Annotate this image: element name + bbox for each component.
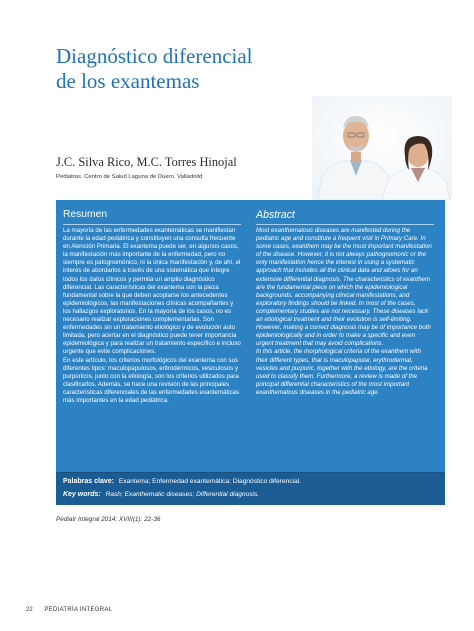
keywords-en-label: Key words: xyxy=(63,491,101,498)
resumen-column xyxy=(63,200,241,405)
abstract-paragraph-1: Most exanthematous diseases are manifested during the pediatric age and constitute a frequent visit in Primary Care. In some cases, exanthem may be the most important manifestation of the disease. However, it is not always pathognomonic or the only manifestation hence the interest in using a systematic approach that includes all the clinical data and allows for an extensive differential diagnosis. The characteristics of exanthem are the fundamental piece on which the epidemiological backgrounds, accompanying clinical manifestations, and exploratory findings should be linked. In most of the cases, complementary studies are not necessary. These diseases lack an etiological treatment and their evolution is self-limiting. However, making a correct diagnosis may be of importance both epidemiologically and in order to make a specific and even urgent treatment that may avoid complications. xyxy=(256,227,432,348)
resumen-rule xyxy=(63,224,241,225)
keywords-en xyxy=(63,491,259,498)
abstract-box xyxy=(56,200,445,498)
page-footer xyxy=(26,607,112,613)
keywords-es xyxy=(63,478,301,485)
abstract-column xyxy=(256,200,434,397)
authors-photo xyxy=(312,96,452,200)
resumen-paragraph-2: En este artículo, los criterios morfológicos del exantema con sus diferentes tipos: maculopapulosos, eritrodérmicos, vesiculosos y purpúricos, junto con la etiología, son los criterios utilizados para clasificarlos. Además, se hace una revisión de las principales características diferenciales de las enfermedades exantemáticas más importantes en la edad pediátrica. xyxy=(63,356,240,404)
abstract-rule xyxy=(256,224,434,225)
authors: J.C. Silva Rico, M.C. Torres Hinojal xyxy=(56,155,237,169)
keywords-bar xyxy=(56,472,445,505)
title-line-2: de los exantemas xyxy=(56,69,200,93)
journal-name: PEDIATRÍA INTEGRAL xyxy=(44,607,113,613)
resumen-paragraph-1: La mayoría de las enfermedades exantemáticas se manifiestan durante la edad pediátrica y constituyen una consulta frecuente en Atención Primaria. El exantema puede ser, en algunos casos, la manifestación más importante de la enfermedad, pero no siempre es patognomónico, ni la única manifestación y, de ahí, el interés de abordarlos a través de una sistemática que integre todos los datos clínicos y permita un amplio diagnóstico diferencial. Las características del exantema son la pieza fundamental sobre la que deben acoplarse los antecedentes epidemiológicos, las manifestaciones clínicas acompañantes y los hallazgos exploratorios. En la mayoría de los casos, no es necesario realizar exploraciones complementarias. Son enfermedades sin un tratamiento etiológico y de evolución auto limitada, pero acertar en el diagnóstico puede tener importancia epidemiológica y para realizar un tratamiento específico e incluso urgente que evite complicaciones. xyxy=(63,227,241,356)
keywords-en-value: Rash; Exanthematic diseases; Differential diagnosis. xyxy=(105,491,260,498)
affiliation: Pediatras. Centro de Salud Laguna de Duero. Valladolid xyxy=(56,174,203,180)
citation: Pediatr Integral 2014; XVIII(1): 22-36 xyxy=(56,516,161,523)
keywords-es-label: Palabras clave: xyxy=(63,478,114,485)
keywords-es-value: Exantema; Enfermedad exantemática; Diagnóstico diferencial. xyxy=(118,478,301,485)
resumen-heading: Resumen xyxy=(63,209,108,220)
abstract-heading: Abstract xyxy=(256,209,295,221)
article-title xyxy=(56,44,316,94)
abstract-paragraph-2: In this article, the morphological criteria of the exanthem with their different types, that is maculopapular, erythrodermal, vesicles and purpuric, together with the etiology, are the criteria used to classify them. Furthermore, a review is made of the principal differential characteristics of the most important exanthematous diseases in the pediatric age. xyxy=(256,348,428,396)
page-number: 22 xyxy=(26,607,33,613)
title-line-1: Diagnóstico diferencial xyxy=(56,44,253,68)
